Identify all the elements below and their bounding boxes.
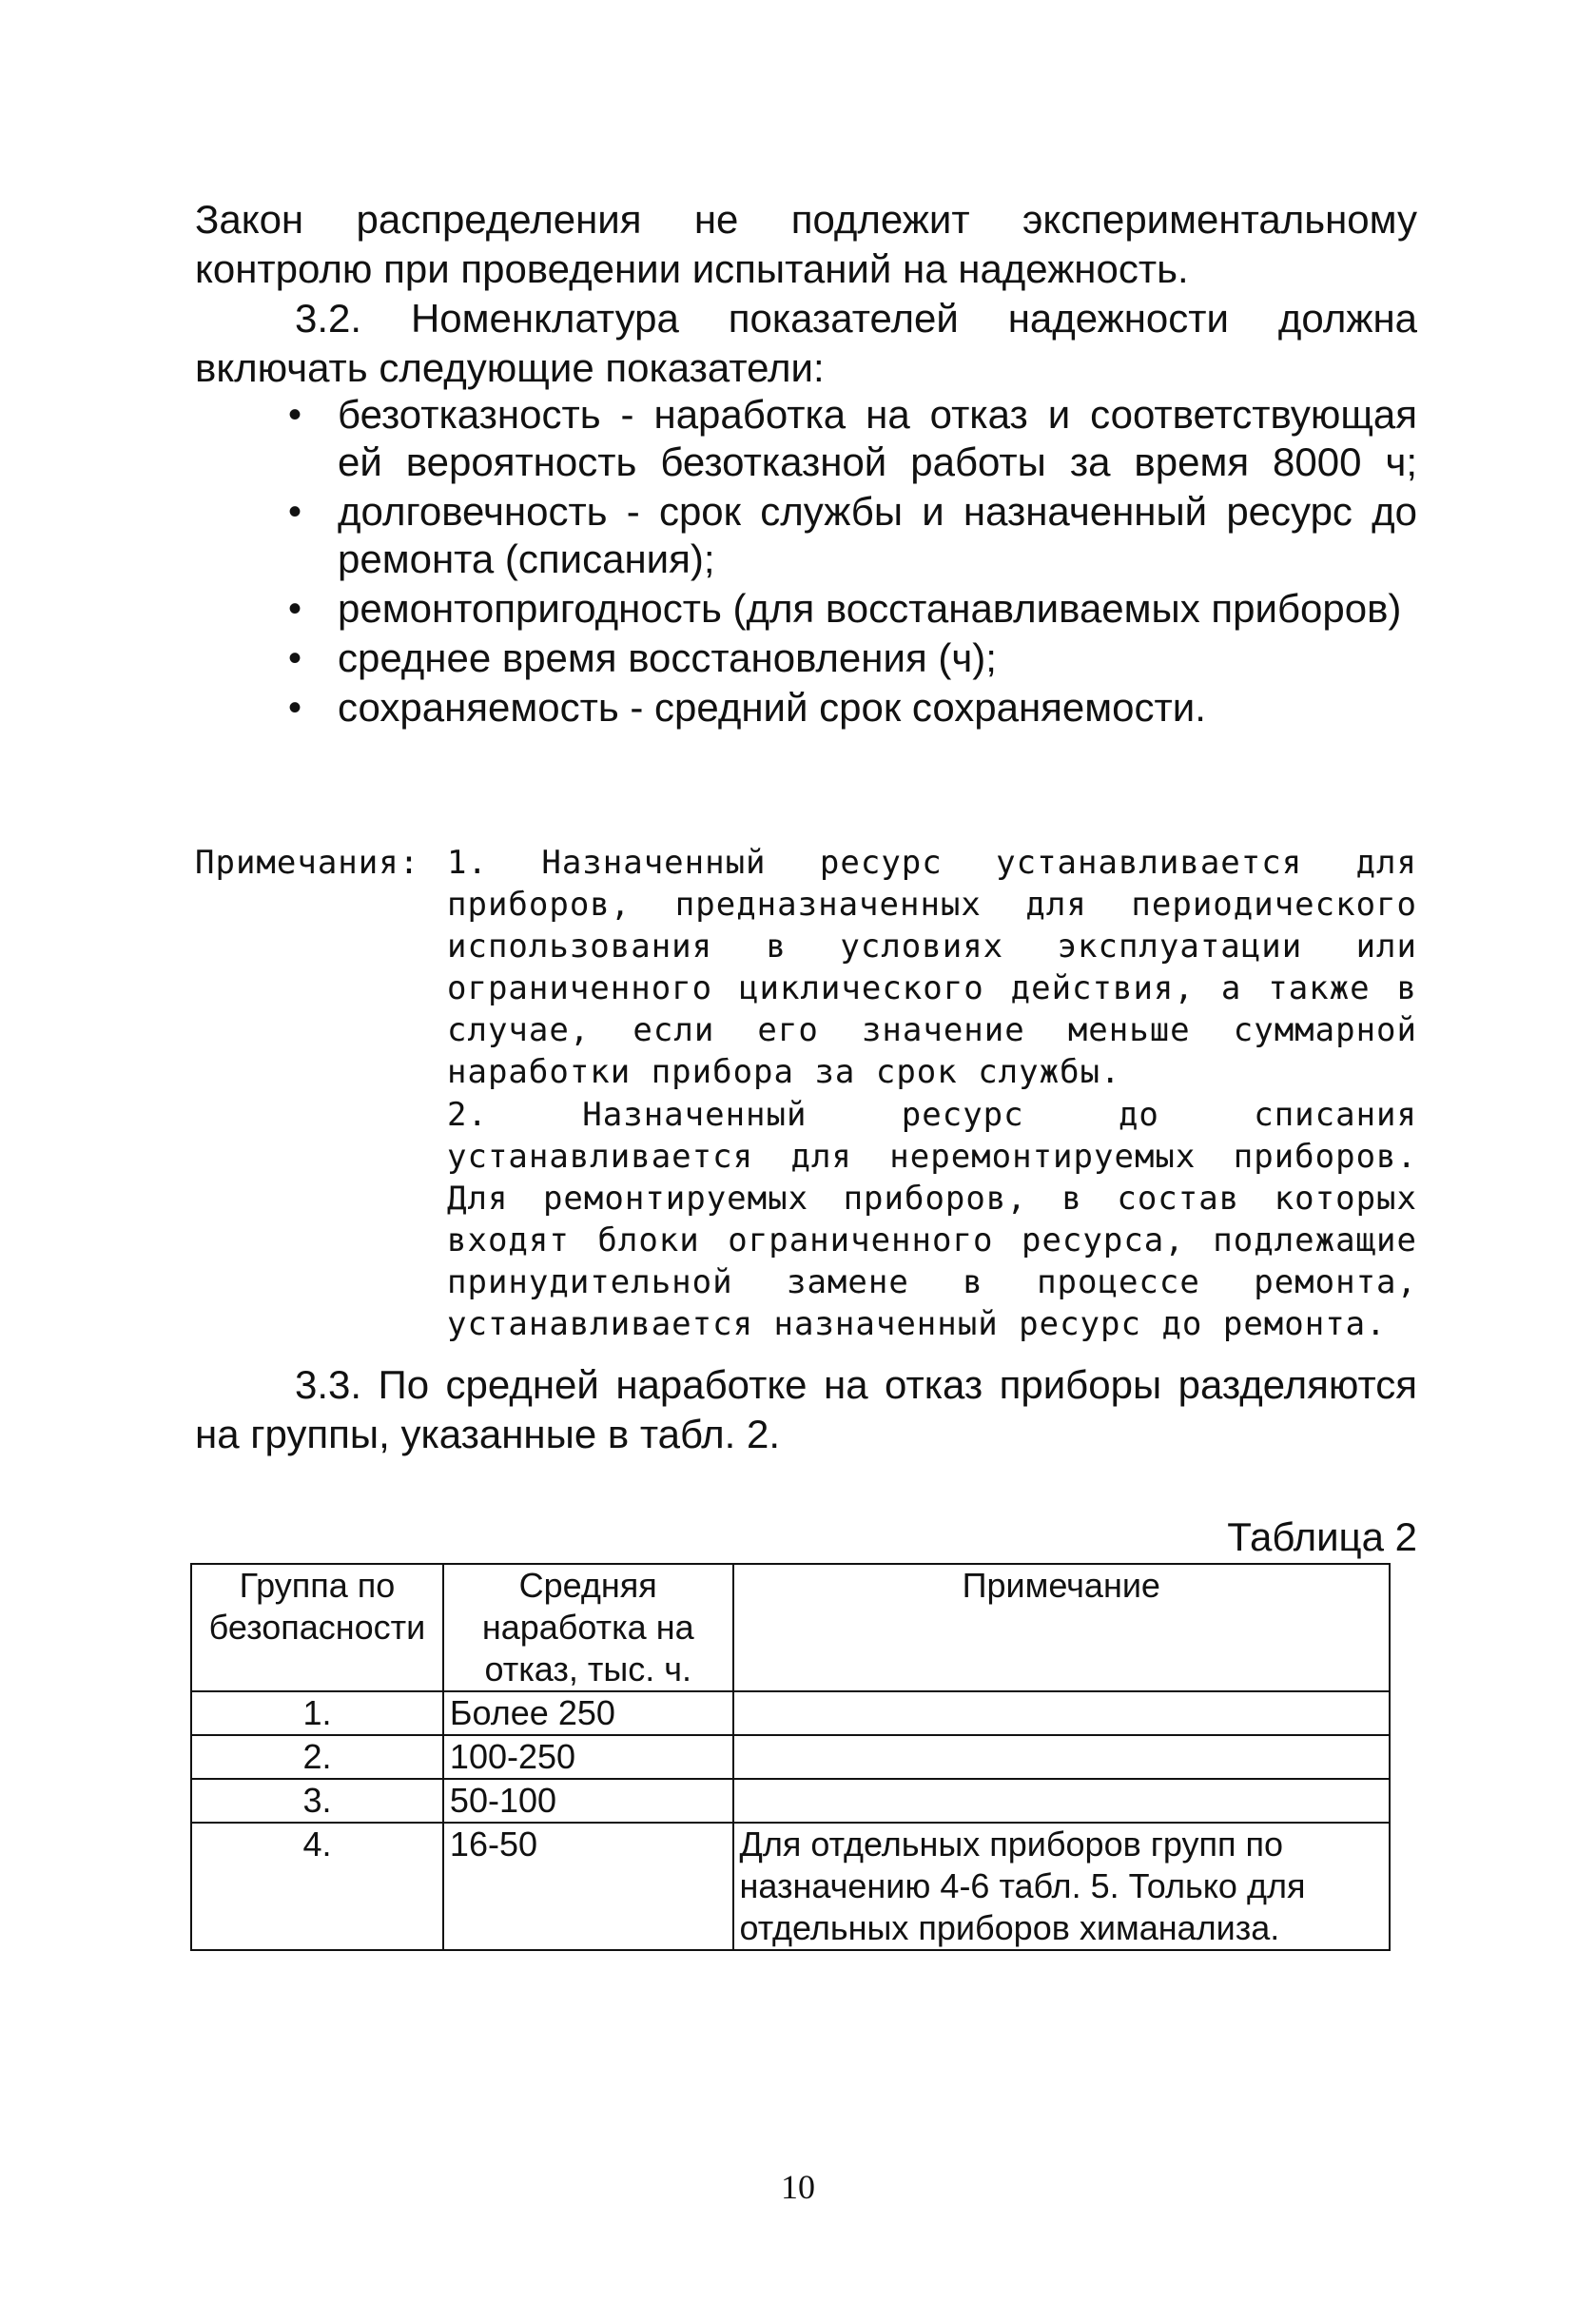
cell-group: 3. <box>191 1779 443 1823</box>
cell-note: Для отдельных приборов групп по назначению 4-6 табл. 5. Только для отдельных приборов химанализа. <box>733 1823 1390 1950</box>
table-caption: Таблица 2 <box>1227 1514 1417 1559</box>
reliability-groups-table <box>190 1563 1391 1951</box>
reliability-indicators-list <box>281 391 1417 733</box>
section-3-3-paragraph: 3.3. По средней наработке на отказ приборы разделяются на группы, указанные в табл. 2. <box>195 1362 1417 1456</box>
list-item: • безотказность - наработка на отказ и соответствующая ей вероятность безотказной работы за время 8000 ч; <box>288 392 1417 484</box>
bullet-icon: • <box>288 687 302 729</box>
list-item: • ремонтопригодность (для восстанавливаемых приборов) <box>288 586 1402 631</box>
table-header-row <box>191 1564 1390 1691</box>
table-row <box>191 1779 1390 1823</box>
intro-paragraph: Закон распределения не подлежит экспериментальному контролю при проведении испытаний на надежность. <box>195 197 1417 291</box>
cell-group: 1. <box>191 1691 443 1735</box>
section-3-2-lead: 3.2. Номенклатура показателей надежности должна включать следующие показатели: <box>195 296 1417 390</box>
cell-group: 4. <box>191 1823 443 1950</box>
header-note: Примечание <box>733 1564 1390 1691</box>
header-group: Группа по безопасности <box>191 1564 443 1691</box>
page-number: 10 <box>781 2168 815 2206</box>
cell-group: 2. <box>191 1735 443 1779</box>
cell-mtbf: 100-250 <box>443 1735 733 1779</box>
cell-note <box>733 1735 1390 1779</box>
list-item: • сохраняемость - средний срок сохраняемости. <box>288 685 1206 730</box>
cell-mtbf: 50-100 <box>443 1779 733 1823</box>
notes-label: Примечания: <box>195 844 420 882</box>
cell-note <box>733 1779 1390 1823</box>
cell-note <box>733 1691 1390 1735</box>
note-1: 1. Назначенный ресурс устанавливается для приборов, предназначенных для периодического использования в условиях эксплуатации или ограниченного циклического действия, а также в случае, если его значение меньше суммарной наработки прибора за срок службы. <box>447 844 1417 1091</box>
bullet-icon: • <box>288 637 302 679</box>
cell-mtbf: 16-50 <box>443 1823 733 1950</box>
list-item: • долговечность - срок службы и назначенный ресурс до ремонта (списания); <box>288 489 1417 581</box>
table-row <box>191 1735 1390 1779</box>
bullet-icon: • <box>288 491 302 533</box>
note-2: 2. Назначенный ресурс до списания устанавливается для неремонтируемых приборов. Для ремонтируемых приборов, в состав которых входят блоки ограниченного ресурса, подлежащие принудительной замене в процессе ремонта, устанавливается назначенный ресурс до ремонта. <box>447 1096 1417 1343</box>
bullet-icon: • <box>288 394 302 436</box>
table-row <box>191 1691 1390 1735</box>
list-item: • среднее время восстановления (ч); <box>288 635 997 680</box>
header-mtbf: Средняя наработка на отказ, тыс. ч. <box>443 1564 733 1691</box>
bullet-icon: • <box>288 588 302 630</box>
table-row <box>191 1823 1390 1950</box>
cell-mtbf: Более 250 <box>443 1691 733 1735</box>
